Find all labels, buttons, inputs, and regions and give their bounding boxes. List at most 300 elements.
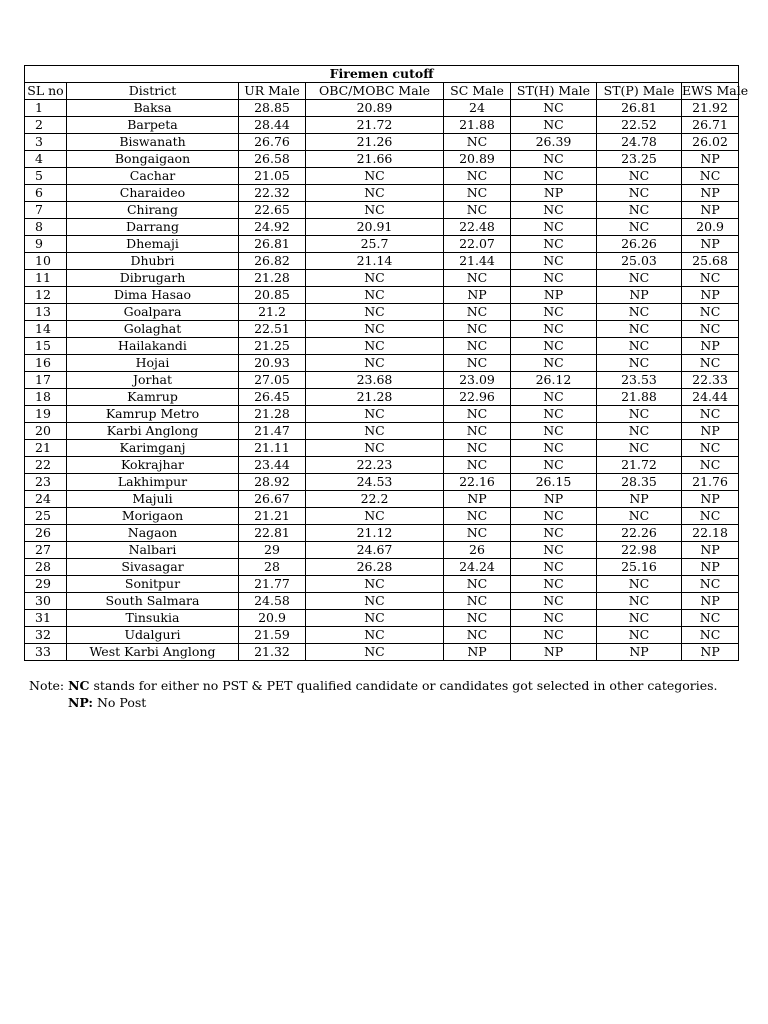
table-cell: NC — [511, 100, 597, 117]
table-cell: NC — [511, 542, 597, 559]
table-cell: 22.81 — [239, 525, 306, 542]
table-cell: NC — [511, 270, 597, 287]
table-cell: 26.28 — [306, 559, 444, 576]
table-cell: NC — [597, 610, 682, 627]
table-cell: 6 — [25, 185, 67, 202]
table-row — [25, 117, 739, 134]
table-row — [25, 593, 739, 610]
table-cell: Barpeta — [67, 117, 239, 134]
table-cell: NC — [444, 508, 511, 525]
table-cell: Dima Hasao — [67, 287, 239, 304]
table-cell: NP — [597, 491, 682, 508]
table-cell: 16 — [25, 355, 67, 372]
table-cell: 26.39 — [511, 134, 597, 151]
table-row — [25, 321, 739, 338]
table-cell: NP — [682, 593, 739, 610]
footnote — [29, 677, 718, 711]
table-cell: 17 — [25, 372, 67, 389]
table-row — [25, 457, 739, 474]
table-row — [25, 491, 739, 508]
table-cell: NP — [511, 491, 597, 508]
table-row — [25, 542, 739, 559]
table-cell: NP — [597, 644, 682, 661]
table-cell: Lakhimpur — [67, 474, 239, 491]
table-cell: 24.24 — [444, 559, 511, 576]
table-cell: 28.85 — [239, 100, 306, 117]
table-cell: NC — [597, 440, 682, 457]
table-cell: 1 — [25, 100, 67, 117]
table-cell: NC — [444, 202, 511, 219]
table-cell: NC — [444, 576, 511, 593]
table-cell: 26.26 — [597, 236, 682, 253]
table-cell: 23.44 — [239, 457, 306, 474]
table-cell: NC — [444, 304, 511, 321]
table-cell: NC — [306, 440, 444, 457]
table-cell: Dhubri — [67, 253, 239, 270]
table-cell: 24.92 — [239, 219, 306, 236]
table-cell: NC — [444, 168, 511, 185]
table-cell: Hojai — [67, 355, 239, 372]
table-cell: NC — [511, 321, 597, 338]
table-cell: NC — [306, 168, 444, 185]
table-cell: 22.98 — [597, 542, 682, 559]
table-cell: NP — [511, 644, 597, 661]
table-row — [25, 423, 739, 440]
table-cell: NC — [511, 236, 597, 253]
table-cell: 26.81 — [239, 236, 306, 253]
table-cell: 15 — [25, 338, 67, 355]
table-cell: NC — [682, 270, 739, 287]
table-cell: 20.9 — [682, 219, 739, 236]
note-line-np — [29, 694, 718, 711]
column-header: ST(H) Male — [511, 83, 597, 100]
table-cell: 23.25 — [597, 151, 682, 168]
table-cell: 28.92 — [239, 474, 306, 491]
table-title: Firemen cutoff — [25, 66, 739, 83]
table-cell: NC — [306, 185, 444, 202]
table-cell: 10 — [25, 253, 67, 270]
table-cell: NP — [682, 423, 739, 440]
table-cell: Karimganj — [67, 440, 239, 457]
table-cell: NC — [444, 610, 511, 627]
table-cell: 21.44 — [444, 253, 511, 270]
table-cell: Nalbari — [67, 542, 239, 559]
table-row — [25, 576, 739, 593]
table-cell: 25.68 — [682, 253, 739, 270]
table-cell: Morigaon — [67, 508, 239, 525]
table-cell: 11 — [25, 270, 67, 287]
table-cell: NC — [306, 576, 444, 593]
table-cell: 23.53 — [597, 372, 682, 389]
table-cell: 25 — [25, 508, 67, 525]
table-cell: Biswanath — [67, 134, 239, 151]
table-cell: 21.72 — [306, 117, 444, 134]
table-cell: 18 — [25, 389, 67, 406]
table-cell: NC — [511, 304, 597, 321]
table-cell: 22.23 — [306, 457, 444, 474]
table-cell: NP — [444, 287, 511, 304]
table-cell: 24.44 — [682, 389, 739, 406]
table-cell: Golaghat — [67, 321, 239, 338]
table-cell: 21.28 — [306, 389, 444, 406]
table-cell: NC — [597, 406, 682, 423]
table-cell: 21.11 — [239, 440, 306, 457]
table-cell: NC — [444, 134, 511, 151]
table-row — [25, 236, 739, 253]
table-cell: 20.9 — [239, 610, 306, 627]
table-row — [25, 100, 739, 117]
table-cell: 25.03 — [597, 253, 682, 270]
table-cell: NC — [306, 338, 444, 355]
table-row — [25, 151, 739, 168]
table-cell: NP — [511, 287, 597, 304]
table-cell: NC — [682, 508, 739, 525]
table-cell: 26.58 — [239, 151, 306, 168]
table-cell: NC — [511, 423, 597, 440]
note-line-nc — [29, 677, 718, 694]
table-cell: NC — [511, 151, 597, 168]
table-cell: NC — [444, 338, 511, 355]
table-cell: 21 — [25, 440, 67, 457]
table-cell: 31 — [25, 610, 67, 627]
table-cell: NC — [306, 321, 444, 338]
table-cell: 26.82 — [239, 253, 306, 270]
table-cell: 28.35 — [597, 474, 682, 491]
table-cell: NC — [511, 168, 597, 185]
table-cell: South Salmara — [67, 593, 239, 610]
table-cell: Sivasagar — [67, 559, 239, 576]
table-cell: 28 — [25, 559, 67, 576]
table-cell: NC — [682, 627, 739, 644]
table-cell: 22.52 — [597, 117, 682, 134]
table-cell: Tinsukia — [67, 610, 239, 627]
table-cell: 5 — [25, 168, 67, 185]
table-cell: 26 — [444, 542, 511, 559]
table-cell: 27.05 — [239, 372, 306, 389]
table-cell: Dhemaji — [67, 236, 239, 253]
table-cell: NC — [511, 457, 597, 474]
table-cell: NC — [306, 287, 444, 304]
table-cell: NC — [306, 593, 444, 610]
table-cell: NC — [511, 559, 597, 576]
table-cell: 2 — [25, 117, 67, 134]
table-cell: 21.14 — [306, 253, 444, 270]
table-cell: NP — [682, 491, 739, 508]
table-cell: NC — [511, 202, 597, 219]
table-row — [25, 134, 739, 151]
table-cell: Kokrajhar — [67, 457, 239, 474]
table-row — [25, 508, 739, 525]
table-cell: Goalpara — [67, 304, 239, 321]
table-cell: 29 — [25, 576, 67, 593]
table-cell: NC — [682, 610, 739, 627]
table-cell: NC — [597, 321, 682, 338]
table-cell: NP — [682, 338, 739, 355]
table-cell: NP — [682, 151, 739, 168]
table-cell: NC — [511, 338, 597, 355]
table-row — [25, 525, 739, 542]
table-cell: NC — [306, 406, 444, 423]
table-cell: 21.26 — [306, 134, 444, 151]
table-cell: 33 — [25, 644, 67, 661]
table-cell: 28 — [239, 559, 306, 576]
table-cell: NC — [682, 576, 739, 593]
table-cell: 21.25 — [239, 338, 306, 355]
table-cell: Charaideo — [67, 185, 239, 202]
table-cell: 26.81 — [597, 100, 682, 117]
table-cell: NC — [597, 508, 682, 525]
table-cell: NP — [682, 542, 739, 559]
table-cell: 30 — [25, 593, 67, 610]
table-cell: NC — [511, 440, 597, 457]
table-cell: NP — [682, 185, 739, 202]
table-row — [25, 559, 739, 576]
table-cell: 22.2 — [306, 491, 444, 508]
table-row — [25, 474, 739, 491]
table-cell: NC — [597, 576, 682, 593]
column-header: District — [67, 83, 239, 100]
table-cell: 21.21 — [239, 508, 306, 525]
table-row — [25, 355, 739, 372]
column-header: UR Male — [239, 83, 306, 100]
table-cell: NC — [444, 355, 511, 372]
table-cell: Chirang — [67, 202, 239, 219]
table-cell: 26.71 — [682, 117, 739, 134]
table-cell: NC — [444, 185, 511, 202]
table-cell: NC — [306, 355, 444, 372]
table-cell: 8 — [25, 219, 67, 236]
table-cell: 26.12 — [511, 372, 597, 389]
table-cell: 21.59 — [239, 627, 306, 644]
table-cell: 21.28 — [239, 406, 306, 423]
table-cell: NC — [511, 253, 597, 270]
table-cell: NC — [511, 576, 597, 593]
table-cell: NC — [511, 355, 597, 372]
table-cell: NC — [306, 627, 444, 644]
table-cell: 26.02 — [682, 134, 739, 151]
nc-abbreviation: NC — [68, 678, 90, 693]
table-cell: 25.16 — [597, 559, 682, 576]
table-cell: Sonitpur — [67, 576, 239, 593]
nc-definition: stands for either no PST & PET qualified candidate or candidates got selected in other categories. — [89, 678, 718, 693]
column-header: EWS Male — [682, 83, 749, 98]
table-cell: NC — [597, 304, 682, 321]
table-cell: NC — [444, 440, 511, 457]
table-row — [25, 185, 739, 202]
table-cell: Nagaon — [67, 525, 239, 542]
table-cell: 20 — [25, 423, 67, 440]
table-cell: 21.88 — [444, 117, 511, 134]
table-body — [25, 100, 739, 661]
table-cell: 21.2 — [239, 304, 306, 321]
table-cell: NP — [682, 287, 739, 304]
table-cell: 26.15 — [511, 474, 597, 491]
table-cell: NC — [597, 185, 682, 202]
table-cell: 26.45 — [239, 389, 306, 406]
table-cell: NC — [597, 355, 682, 372]
table-cell: 25.7 — [306, 236, 444, 253]
table-cell: 24.67 — [306, 542, 444, 559]
table-cell: Hailakandi — [67, 338, 239, 355]
table-cell: Kamrup — [67, 389, 239, 406]
table-cell: 22.18 — [682, 525, 739, 542]
table-cell: NC — [597, 423, 682, 440]
table-cell: 21.88 — [597, 389, 682, 406]
table-cell: NC — [511, 610, 597, 627]
table-cell: Baksa — [67, 100, 239, 117]
table-cell: NC — [682, 168, 739, 185]
table-cell: NC — [597, 593, 682, 610]
table-cell: NC — [682, 355, 739, 372]
table-cell: Darrang — [67, 219, 239, 236]
table-cell: NC — [682, 440, 739, 457]
table-cell: 21.28 — [239, 270, 306, 287]
table-cell: 21.05 — [239, 168, 306, 185]
table-cell: NP — [682, 202, 739, 219]
firemen-cutoff-table — [24, 65, 749, 661]
table-row — [25, 168, 739, 185]
table-cell: 21.12 — [306, 525, 444, 542]
table-cell: 28.44 — [239, 117, 306, 134]
table-cell: 26.76 — [239, 134, 306, 151]
table-cell: NC — [682, 406, 739, 423]
table-row — [25, 219, 739, 236]
table-cell: 21.32 — [239, 644, 306, 661]
table-cell: 32 — [25, 627, 67, 644]
table-row — [25, 202, 739, 219]
table-cell: NC — [682, 321, 739, 338]
table-cell: Bongaigaon — [67, 151, 239, 168]
table-cell: 22.16 — [444, 474, 511, 491]
table-cell: 21.76 — [682, 474, 739, 491]
table-cell: NC — [444, 423, 511, 440]
table-cell: 22.33 — [682, 372, 739, 389]
table-cell: NC — [597, 219, 682, 236]
table-cell: NP — [682, 559, 739, 576]
table-cell: NC — [306, 423, 444, 440]
table-cell: NC — [511, 525, 597, 542]
table-cell: 24.53 — [306, 474, 444, 491]
table-cell: NC — [444, 627, 511, 644]
np-abbreviation: NP: — [68, 695, 93, 710]
column-header: ST(P) Male — [597, 83, 682, 100]
table-cell: 20.85 — [239, 287, 306, 304]
table-cell: 9 — [25, 236, 67, 253]
table-cell: NC — [511, 593, 597, 610]
table-cell: NC — [511, 219, 597, 236]
table-cell: Udalguri — [67, 627, 239, 644]
table-cell: Kamrup Metro — [67, 406, 239, 423]
table-cell: NC — [444, 593, 511, 610]
table-cell: 29 — [239, 542, 306, 559]
table-cell: 24.78 — [597, 134, 682, 151]
table-row — [25, 406, 739, 423]
table-cell: NC — [682, 304, 739, 321]
table-cell: 22.51 — [239, 321, 306, 338]
table-row — [25, 372, 739, 389]
table-cell: NC — [597, 270, 682, 287]
table-cell: NC — [511, 508, 597, 525]
table-cell: NC — [511, 389, 597, 406]
table-cell: 26 — [25, 525, 67, 542]
table-cell: NC — [444, 525, 511, 542]
table-cell: NC — [444, 406, 511, 423]
table-cell: 21.66 — [306, 151, 444, 168]
table-cell: NC — [306, 270, 444, 287]
table-cell: NC — [597, 338, 682, 355]
table-cell: 21.72 — [597, 457, 682, 474]
table-cell: NC — [306, 610, 444, 627]
table-cell: NP — [511, 185, 597, 202]
table-cell: Majuli — [67, 491, 239, 508]
table-cell: 22.96 — [444, 389, 511, 406]
table-cell: 21.77 — [239, 576, 306, 593]
table-cell: 22.07 — [444, 236, 511, 253]
table-cell: NP — [682, 644, 739, 661]
table-row — [25, 287, 739, 304]
table-cell: 23 — [25, 474, 67, 491]
table-cell: 20.89 — [306, 100, 444, 117]
table-cell: 22.32 — [239, 185, 306, 202]
table-cell: NC — [306, 508, 444, 525]
table-row — [25, 389, 739, 406]
table-cell: 22 — [25, 457, 67, 474]
table-row — [25, 440, 739, 457]
table-cell: NP — [444, 644, 511, 661]
table-row — [25, 270, 739, 287]
table-cell: NC — [511, 117, 597, 134]
table-cell: 23.09 — [444, 372, 511, 389]
table-cell: West Karbi Anglong — [67, 644, 239, 661]
table-cell: 20.89 — [444, 151, 511, 168]
table-row — [25, 627, 739, 644]
table-cell: Cachar — [67, 168, 239, 185]
table-cell: NC — [306, 644, 444, 661]
table-cell: Dibrugarh — [67, 270, 239, 287]
table-cell: NC — [597, 168, 682, 185]
column-header: SC Male — [444, 83, 511, 100]
table-cell: NC — [597, 627, 682, 644]
table-cell: 14 — [25, 321, 67, 338]
table-cell: 12 — [25, 287, 67, 304]
table-cell: 22.48 — [444, 219, 511, 236]
table-cell: 26.67 — [239, 491, 306, 508]
table-cell: NC — [511, 627, 597, 644]
table-cell: 3 — [25, 134, 67, 151]
column-header: SL no — [25, 83, 67, 100]
column-header: OBC/MOBC Male — [306, 83, 444, 100]
table-row — [25, 253, 739, 270]
table-row — [25, 304, 739, 321]
table-cell: NC — [444, 457, 511, 474]
table-cell: 13 — [25, 304, 67, 321]
table-cell: 20.93 — [239, 355, 306, 372]
np-definition: No Post — [93, 695, 147, 710]
table-row — [25, 644, 739, 661]
table-cell: 4 — [25, 151, 67, 168]
table-cell: NP — [597, 287, 682, 304]
table-cell: 7 — [25, 202, 67, 219]
table-cell: Jorhat — [67, 372, 239, 389]
table-cell: 19 — [25, 406, 67, 423]
table-cell: 22.26 — [597, 525, 682, 542]
table-cell: NP — [682, 236, 739, 253]
table-cell: 21.92 — [682, 100, 739, 117]
table-cell: 24 — [444, 100, 511, 117]
table-cell: Karbi Anglong — [67, 423, 239, 440]
table-cell: 21.47 — [239, 423, 306, 440]
table-cell: 20.91 — [306, 219, 444, 236]
